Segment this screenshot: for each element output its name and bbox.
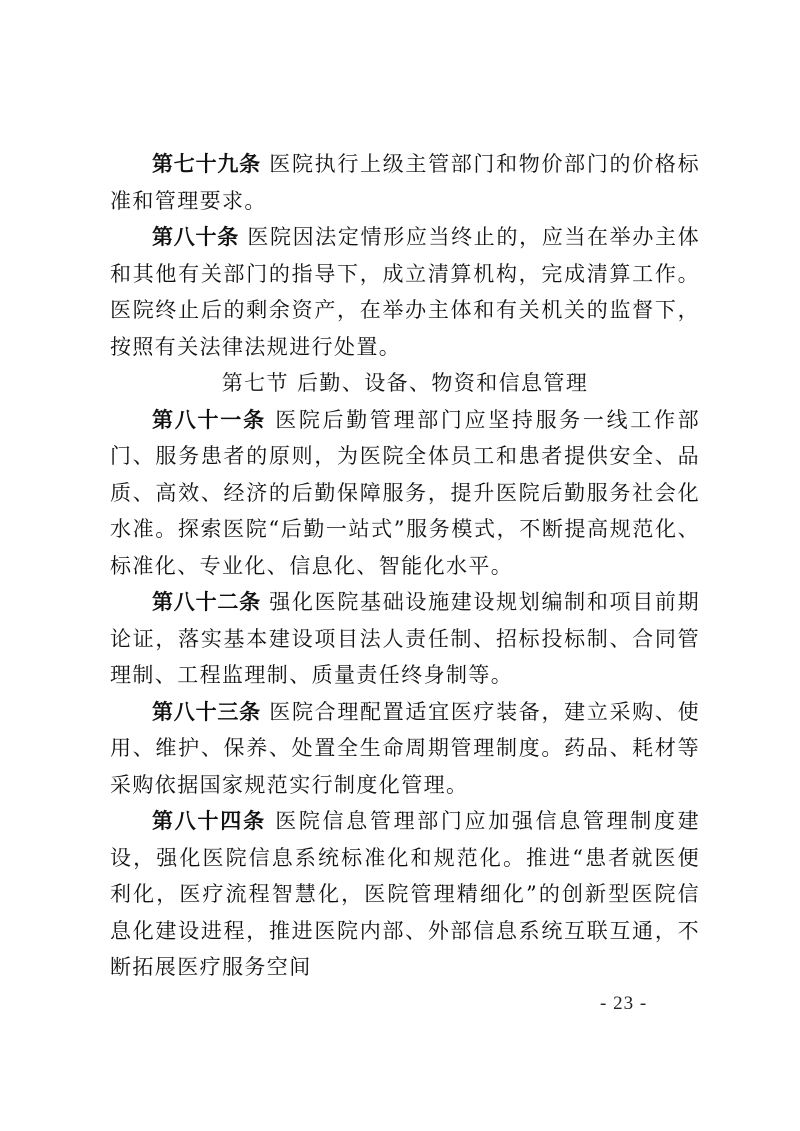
article-paragraph — [110, 803, 700, 986]
article-text: 医院信息管理部门应加强信息管理制度建设，强化医院信息系统标准化和规范化。推进“患者就医便利化，医疗流程智慧化，医院管理精细化”的创新型医院信息化建设进程，推进医院内部、外部信息系统互联互通，不断拓展医疗服务空间 — [110, 809, 701, 979]
article-number: 第八十四条 — [152, 808, 266, 833]
article-number: 第七十九条 — [152, 151, 261, 176]
section-heading: 第七节 后勤、设备、物资和信息管理 — [221, 371, 589, 395]
article-paragraph — [110, 146, 700, 219]
article-paragraph — [110, 219, 700, 365]
article-text: 医院合理配置适宜医疗装备，建立采购、使用、维护、保养、处置全生命周期管理制度。药品、耗材等采购依据国家规范实行制度化管理。 — [110, 699, 700, 797]
article-paragraph — [110, 694, 700, 804]
article-number: 第八十一条 — [152, 406, 266, 432]
article-text: 医院执行上级主管部门和物价部门的价格标准和管理要求。 — [110, 152, 700, 213]
article-text: 强化医院基础设施建设规划编制和项目前期论证，落实基本建设项目法人责任制、招标投标制、合同管理制、工程监理制、质量责任终身制等。 — [110, 590, 700, 687]
article-paragraph — [110, 402, 700, 585]
article-spacer — [266, 408, 275, 432]
article-spacer — [266, 809, 275, 833]
article-number: 第八十条 — [152, 224, 239, 249]
article-text: 医院因法定情形应当终止的，应当在举办主体和其他有关部门的指导下，成立清算机构，完成清算工作。医院终止后的剩余资产，在举办主体和有关机关的监督下，按照有关法律法规进行处置。 — [110, 225, 701, 359]
article-number: 第八十二条 — [152, 589, 261, 614]
article-text: 医院后勤管理部门应坚持服务一线工作部门、服务患者的原则，为医院全体员工和患者提供安全、品质、高效、经济的后勤保障服务，提升医院后勤服务社会化水准。探索医院“后勤一站式”服务模式，不断提高规范化、标准化、专业化、信息化、智能化水平。 — [110, 407, 701, 578]
page-number: - 23 - — [600, 993, 648, 1014]
article-paragraph — [110, 584, 700, 694]
document-body — [110, 146, 700, 986]
article-number: 第八十三条 — [152, 698, 261, 724]
